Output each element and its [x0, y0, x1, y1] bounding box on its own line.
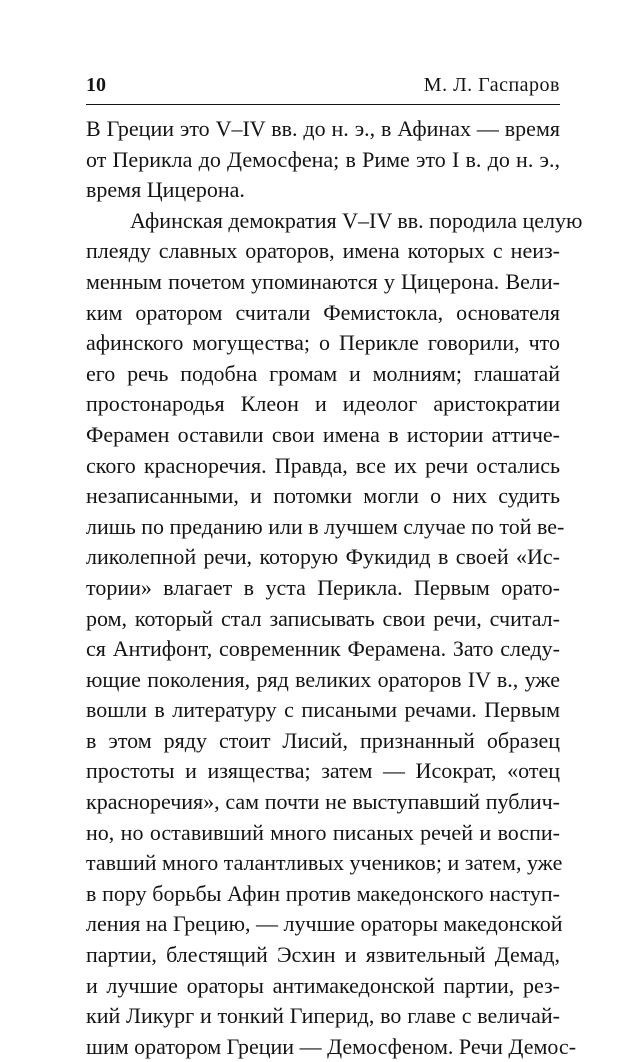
text-line: время Цицерона.: [86, 177, 245, 203]
header-rule: [86, 104, 560, 105]
text-line: ся Антифонт, современник Ферамена. Зато следу-: [86, 636, 560, 662]
text-line: но, но оставивший много писаных речей и воспи-: [86, 819, 560, 845]
text-line: вошли в литературу с писаными речами. Первым: [86, 697, 560, 723]
text-line: В Греции это V–IV вв. до н. э., в Афинах — время: [86, 116, 560, 141]
running-head: [86, 72, 560, 102]
text-line: в пору борьбы Афин против македонского наступ-: [86, 880, 560, 906]
text-line: его речь подобна громам и молниям; глашатай: [86, 360, 560, 386]
text-line: тавший много талантливых учеников; и затем, уже: [86, 850, 563, 876]
text-line: простонародья Клеон и идеолог аристократии: [86, 391, 560, 417]
text-line: от Перикла до Демосфена; в Риме это I в. до н. э.,: [86, 146, 560, 172]
text-line: менным почетом упоминаются у Цицерона. Вели-: [86, 268, 560, 294]
text-line: кий Ликург и тонкий Гиперид, во главе с величай-: [86, 1003, 560, 1029]
text-line: ликолепной речи, которую Фукидид в своей «Ис-: [86, 544, 560, 570]
running-head-author: М. Л. Гаспаров: [423, 74, 560, 96]
text-line: лишь по преданию или в лучшем случае по той ве-: [86, 513, 565, 539]
text-line: и лучшие ораторы антимакедонской партии, рез-: [86, 972, 560, 998]
text-line: плеяду славных ораторов, имена которых с неиз-: [86, 238, 560, 264]
text-line: Афинская демократия V–IV вв. породила целую: [130, 207, 583, 233]
text-line: ром, который стал записывать свои речи, считал-: [86, 605, 560, 631]
text-line: красноречия», сам почти не выступавший публич-: [86, 789, 560, 815]
text-line: тории» влагает в уста Перикла. Первым орато-: [86, 574, 560, 600]
text-line: ким оратором считали Фемистокла, основателя: [86, 299, 560, 325]
text-line: партии, блестящий Эсхин и язвительный Демад,: [86, 942, 560, 968]
text-line: ющие поколения, ряд великих ораторов IV в., уже: [86, 666, 560, 692]
body-text: [86, 114, 583, 1062]
text-line: шим оратором Греции — Демосфеном. Речи Демос-: [86, 1033, 577, 1059]
text-line: ского красноречия. Правда, все их речи остались: [86, 452, 560, 478]
text-line: незаписанными, и потомки могли о них судить: [86, 483, 560, 509]
text-line: ления на Грецию, — лучшие ораторы македонской: [86, 911, 563, 937]
page-number: 10: [86, 74, 106, 96]
text-line: простоты и изящества; затем — Исократ, «отец: [86, 758, 560, 784]
text-line: в этом ряду стоит Лисий, признанный образец: [86, 727, 560, 753]
text-line: Ферамен оставили свои имена в истории аттиче-: [86, 421, 560, 447]
text-line: афинского могущества; о Перикле говорили, что: [86, 330, 560, 356]
